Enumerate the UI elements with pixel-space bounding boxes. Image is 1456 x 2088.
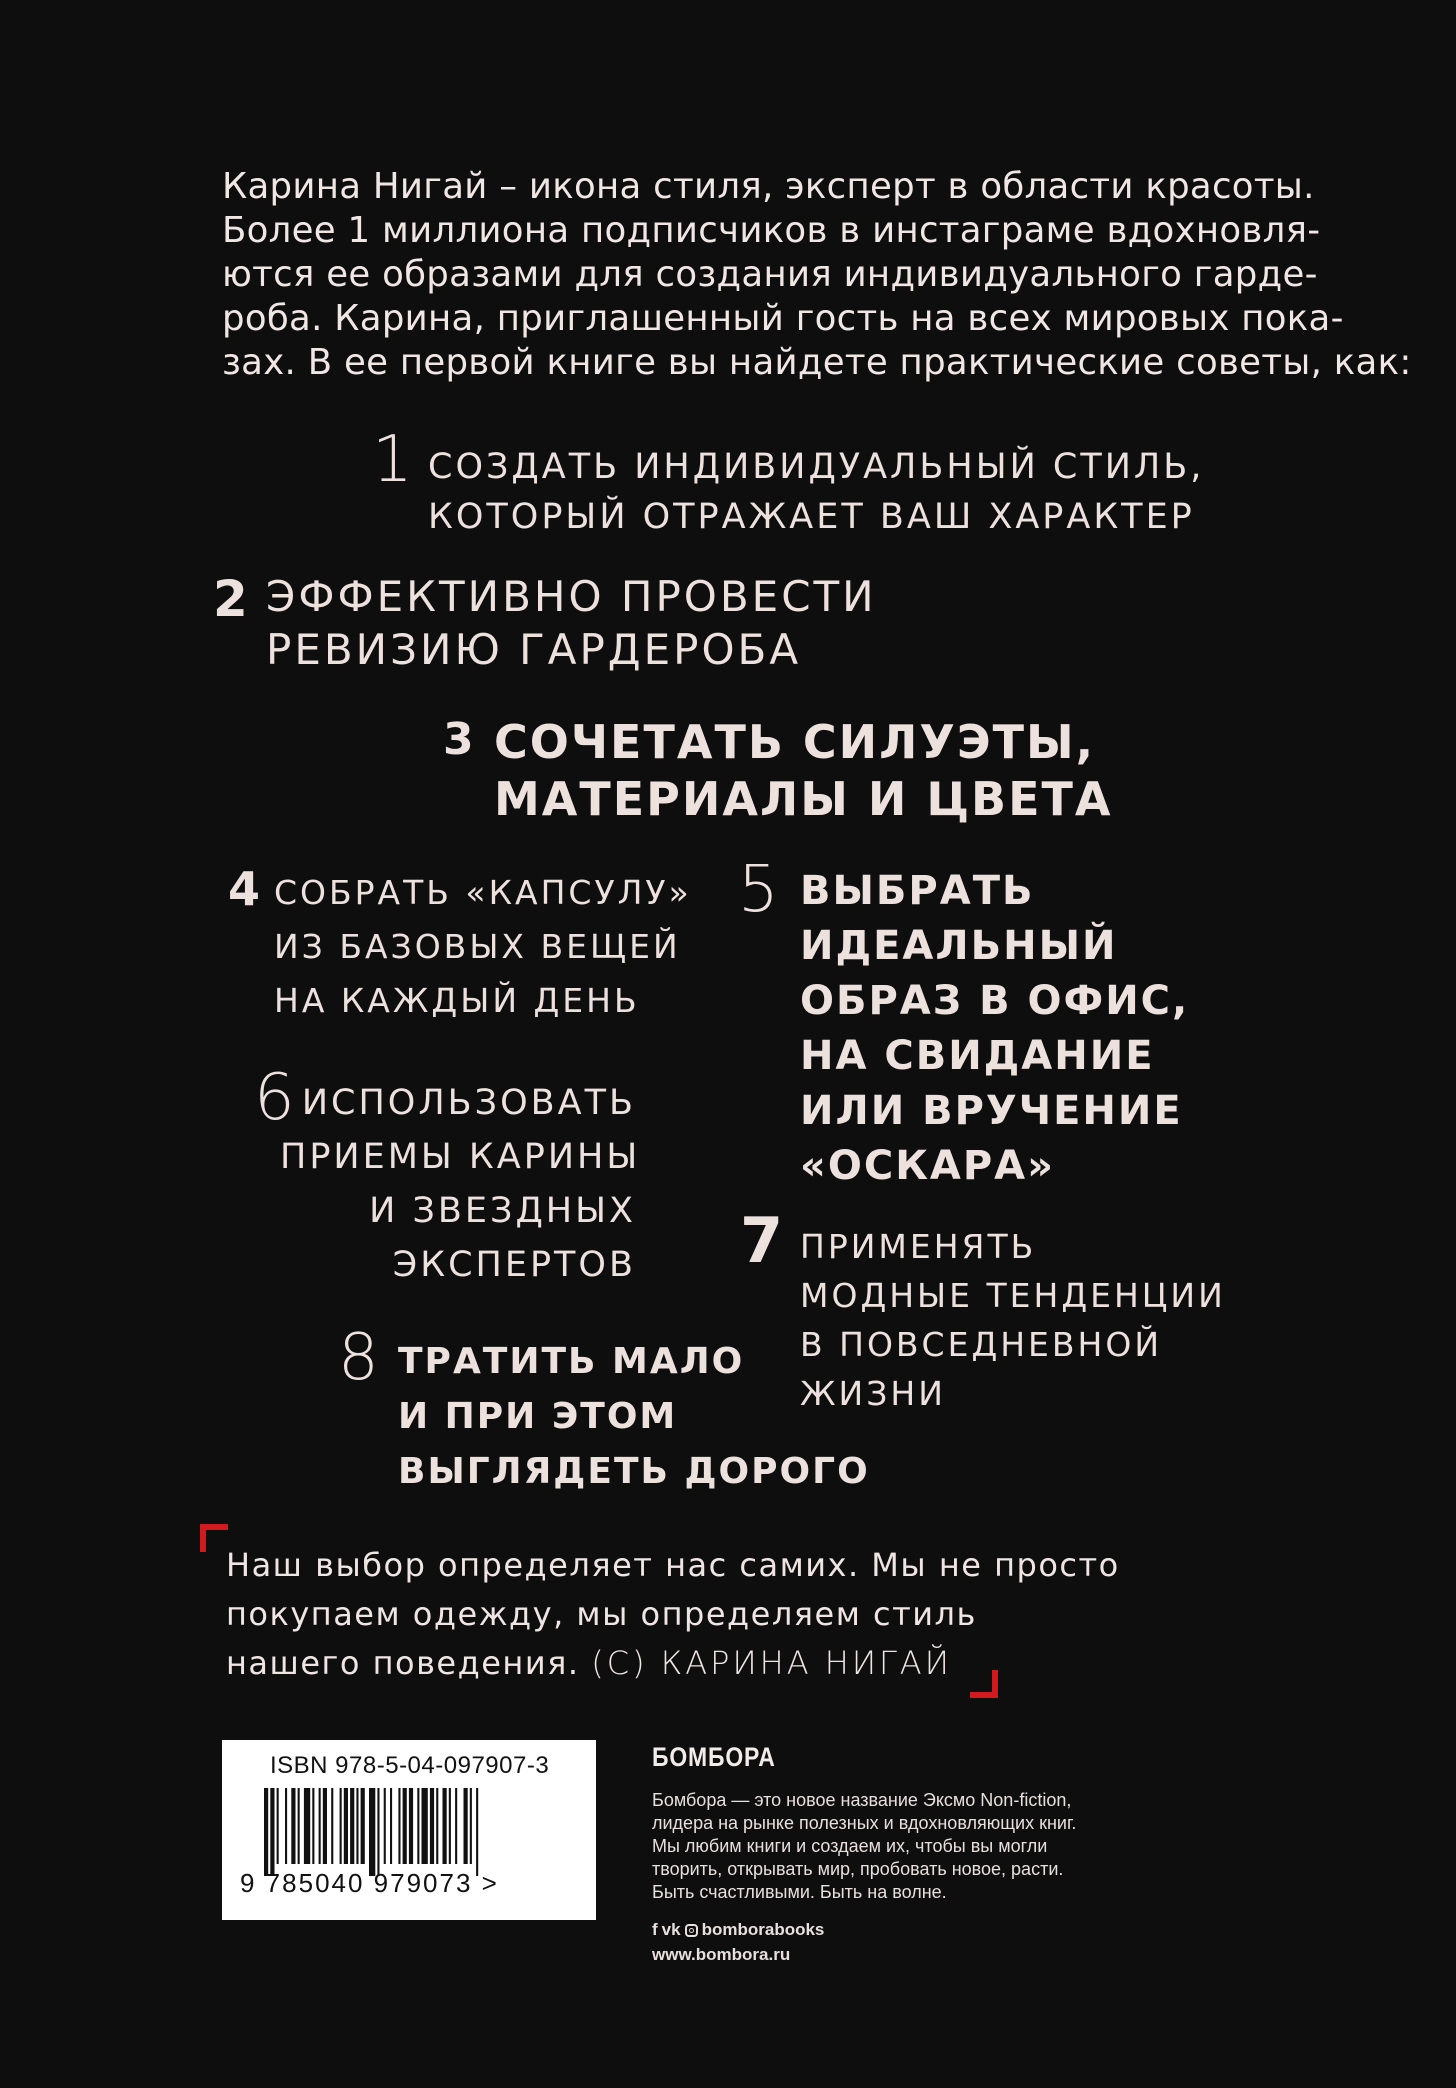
vk-icon[interactable]: vk — [661, 1920, 681, 1939]
item-line: ИЛИ ВРУЧЕНИЕ — [800, 1088, 1183, 1134]
item-line: В ПОВСЕДНЕВНОЙ — [800, 1325, 1163, 1364]
intro-paragraph — [222, 165, 1412, 385]
item-line: КОТОРЫЙ ОТРАЖАЕТ ВАШ ХАРАКТЕР — [428, 497, 1195, 537]
intro-line: зах. В ее первой книге вы найдете практические советы, как: — [222, 342, 1412, 383]
intro-line: Более 1 миллиона подписчиков в инстаграме вдохновля- — [222, 210, 1321, 251]
item-5 — [800, 864, 1189, 1194]
barcode-bar — [449, 1788, 451, 1864]
barcode-bar — [285, 1788, 287, 1864]
item-line: СОЗДАТЬ ИНДИВИДУАЛЬНЫЙ СТИЛЬ, — [428, 447, 1205, 487]
barcode-bar — [464, 1788, 468, 1864]
social-links — [652, 1920, 824, 1940]
intro-line: Карина Нигай – икона стиля, эксперт в области красоты. — [222, 166, 1315, 207]
item-line: СОЧЕТАТЬ СИЛУЭТЫ, — [494, 715, 1096, 769]
item-number-5: 5 — [738, 853, 779, 927]
quote-open-bracket — [200, 1524, 228, 1552]
quote — [226, 1541, 1186, 1688]
publisher-description — [652, 1789, 1076, 1904]
item-line: И ЗВЕЗДНЫХ — [369, 1191, 636, 1231]
barcode-bar — [319, 1788, 321, 1864]
item-line: ТРАТИТЬ МАЛО — [398, 1341, 745, 1382]
item-4 — [274, 866, 692, 1028]
publisher-description-line: Мы любим книги и создаем их, чтобы вы могли — [652, 1836, 1048, 1856]
barcode-bar — [403, 1788, 407, 1864]
item-number-1: 1 — [372, 423, 413, 497]
quote-signature: (С) КАРИНА НИГАЙ — [591, 1644, 952, 1682]
item-line: ИЗ БАЗОВЫХ ВЕЩЕЙ — [274, 927, 681, 966]
item-8 — [398, 1334, 870, 1499]
item-line: ЖИЗНИ — [800, 1374, 946, 1413]
barcode-bar — [340, 1788, 342, 1864]
isbn-text: ISBN 978-5-04-097907-3 — [270, 1752, 550, 1779]
quote-close-bracket — [970, 1670, 998, 1698]
barcode-bar — [304, 1788, 310, 1864]
barcode-bar — [390, 1788, 392, 1864]
item-line: ОБРАЗ В ОФИС, — [800, 978, 1190, 1024]
barcode-bar — [361, 1788, 365, 1864]
publisher-logo: БОМБОРА — [652, 1742, 776, 1772]
barcode-bar — [422, 1788, 428, 1864]
item-line: СОБРАТЬ «КАПСУЛУ» — [274, 873, 692, 912]
social-handle[interactable]: bomborabooks — [701, 1920, 825, 1939]
item-line: ИСПОЛЬЗОВАТЬ — [301, 1083, 636, 1123]
publisher-description-line: Бомбора — это новое название Эксмо Non-fiction, — [652, 1790, 1072, 1810]
website-link[interactable]: www.bombora.ru — [652, 1945, 791, 1964]
barcode-bar — [312, 1788, 314, 1864]
barcode-bar — [443, 1788, 447, 1864]
item-line: НА СВИДАНИЕ — [800, 1033, 1155, 1079]
item-line: И ПРИ ЭТОМ — [398, 1396, 678, 1437]
barcode-bar — [455, 1788, 457, 1864]
barcode-bar — [409, 1788, 413, 1864]
barcode-bar — [398, 1788, 400, 1864]
barcode-bar — [270, 1788, 274, 1876]
item-line: ЭКСПЕРТОВ — [392, 1245, 636, 1285]
publisher-description-line: Быть счастливыми. Быть на волне. — [652, 1882, 947, 1902]
item-number-3: 3 — [443, 714, 476, 765]
barcode-bar — [436, 1788, 438, 1864]
barcode-bar — [476, 1788, 478, 1876]
barcode-bar — [344, 1788, 348, 1864]
barcode-bar — [331, 1788, 333, 1864]
barcode-bar — [291, 1788, 295, 1864]
barcode-bar — [417, 1788, 419, 1864]
barcode-bar — [298, 1788, 300, 1864]
item-line: ВЫБРАТЬ — [800, 868, 1035, 914]
barcode-bar — [377, 1788, 379, 1876]
facebook-icon[interactable]: f — [652, 1920, 658, 1939]
item-number-6: 6 — [254, 1061, 295, 1135]
barcode-bar — [369, 1788, 375, 1876]
barcode-bar — [264, 1788, 268, 1876]
item-number-4: 4 — [228, 862, 263, 916]
item-line: МОДНЫЕ ТЕНДЕНЦИИ — [800, 1276, 1226, 1315]
quote-line: Наш выбор определяет нас самих. Мы не просто — [226, 1546, 1120, 1584]
item-number-7: 7 — [740, 1204, 786, 1277]
quote-line: покупаем одежду, мы определяем стиль — [226, 1595, 977, 1633]
barcode-digits: 9 785040 979073 > — [240, 1868, 499, 1898]
item-line: «ОСКАРА» — [800, 1143, 1055, 1189]
intro-line: ются ее образами для создания индивидуального гарде- — [222, 254, 1318, 295]
quote-line: нашего поведения. — [226, 1644, 580, 1682]
barcode-bar — [356, 1788, 358, 1864]
intro-line: роба. Карина, приглашенный гость на всех мировых пока- — [222, 298, 1344, 339]
item-1 — [428, 442, 1204, 542]
barcode-panel — [222, 1740, 596, 1920]
item-number-2: 2 — [213, 570, 250, 628]
item-line: ВЫГЛЯДЕТЬ ДОРОГО — [398, 1451, 870, 1492]
item-line: ПРИМЕНЯТЬ — [800, 1227, 1037, 1266]
barcode-bar — [430, 1788, 434, 1864]
item-line: ИДЕАЛЬНЫЙ — [800, 923, 1118, 969]
item-3 — [494, 714, 1113, 828]
barcode-bar — [323, 1788, 327, 1864]
barcode-image — [264, 1788, 564, 1876]
publisher-description-line: лидера на рынке полезных и вдохновляющих книг. — [652, 1813, 1077, 1833]
item-6 — [280, 1076, 641, 1292]
item-2 — [266, 570, 877, 676]
item-line: ПРИЕМЫ КАРИНЫ — [280, 1137, 641, 1177]
item-number-8: 8 — [338, 1321, 379, 1395]
barcode-bar — [470, 1788, 472, 1864]
barcode-bar — [350, 1788, 354, 1864]
item-line: НА КАЖДЫЙ ДЕНЬ — [274, 981, 640, 1020]
item-line: ЭФФЕКТИВНО ПРОВЕСТИ — [266, 572, 877, 621]
item-line: РЕВИЗИЮ ГАРДЕРОБА — [266, 625, 802, 674]
instagram-icon[interactable] — [685, 1924, 698, 1937]
publisher-description-line: творить, открывать мир, пробовать новое, расти. — [652, 1859, 1064, 1879]
barcode-bar — [277, 1788, 279, 1864]
item-line: МАТЕРИАЛЫ И ЦВЕТА — [494, 772, 1113, 826]
barcode-bar — [384, 1788, 386, 1864]
